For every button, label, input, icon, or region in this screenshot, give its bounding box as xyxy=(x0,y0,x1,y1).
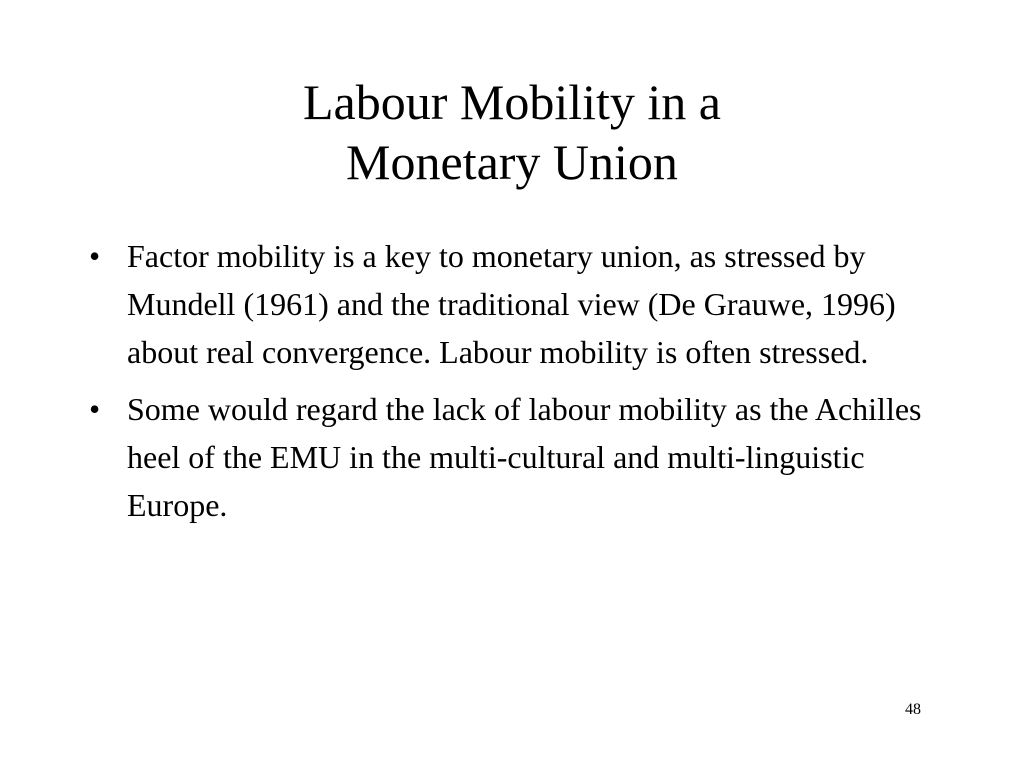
slide-title xyxy=(0,72,1024,192)
bullet-text: Factor mobility is a key to monetary union, as stressed by Mundell (1961) and the traditional view (De Grauwe, 1996) about real convergence. Labour mobility is often stressed. xyxy=(127,238,896,370)
slide-title-line-1: Labour Mobility in a xyxy=(303,74,721,130)
bullet-list xyxy=(85,232,965,538)
slide-title-line-2: Monetary Union xyxy=(346,134,678,190)
page-number: 48 xyxy=(905,701,921,718)
bullet-item-factor-mobility xyxy=(85,232,965,376)
bullet-marker: • xyxy=(89,391,101,427)
bullet-marker: • xyxy=(89,238,101,274)
bullet-item-achilles-heel xyxy=(85,385,965,529)
bullet-text: Some would regard the lack of labour mobility as the Achilles heel of the EMU in the multi-cultural and multi-linguistic Europe. xyxy=(127,391,922,523)
